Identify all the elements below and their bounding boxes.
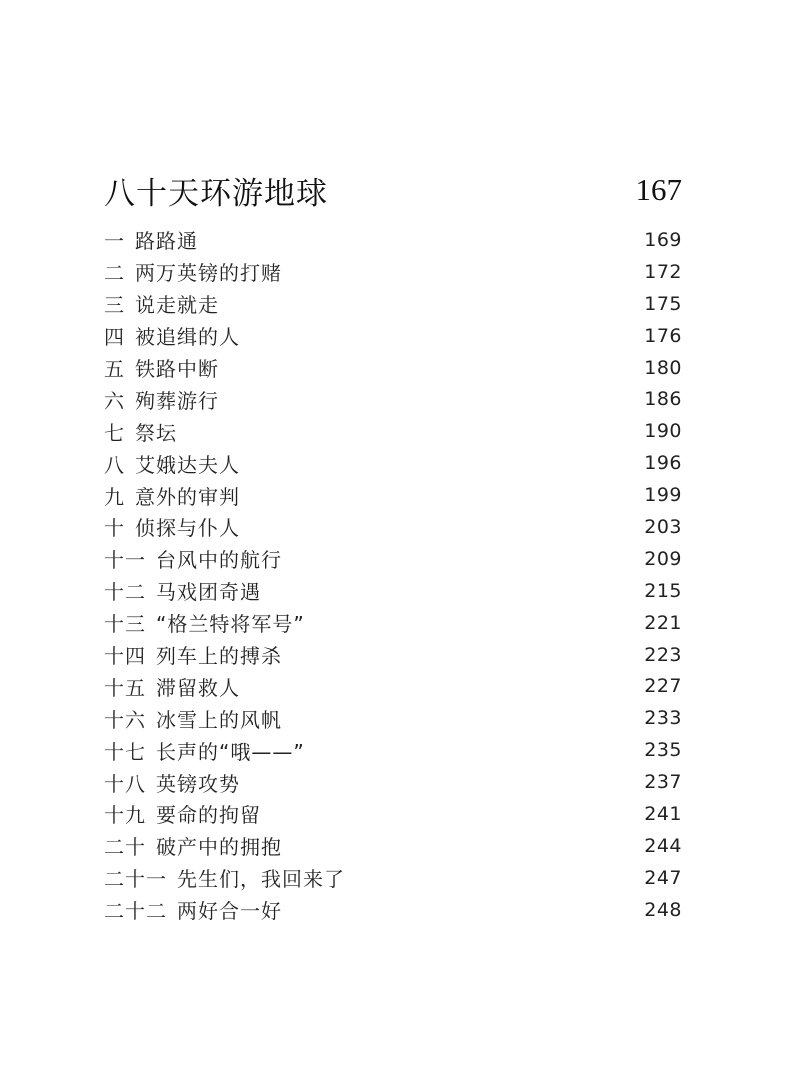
chapter-number: 七 xyxy=(104,420,125,445)
chapter-number: 二十二 xyxy=(104,899,167,924)
chapter-number: 二十一 xyxy=(104,867,167,892)
chapter-page: 175 xyxy=(644,292,682,315)
chapter-number: 一 xyxy=(104,229,125,254)
toc-entry xyxy=(104,702,682,734)
section-heading xyxy=(104,168,682,212)
toc-entry xyxy=(104,670,682,702)
section-title: 八十天环游地球 xyxy=(104,175,328,212)
chapter-page: 247 xyxy=(644,866,682,889)
chapter-title: “格兰特将军号” xyxy=(156,612,305,637)
chapter-page: 190 xyxy=(644,420,682,443)
toc-entry xyxy=(104,607,682,639)
chapter-number: 十五 xyxy=(104,675,146,700)
chapter-number: 十八 xyxy=(104,771,146,796)
chapter-title: 长声的“哦——” xyxy=(156,739,305,764)
chapter-number: 四 xyxy=(104,325,125,350)
chapter-number: 十七 xyxy=(104,739,146,764)
chapter-page: 233 xyxy=(644,707,682,730)
toc-entry xyxy=(104,862,682,894)
chapter-title: 台风中的航行 xyxy=(156,548,282,573)
chapter-title: 铁路中断 xyxy=(135,357,219,381)
chapter-title: 马戏团奇遇 xyxy=(156,580,261,605)
chapter-page: 244 xyxy=(644,834,682,857)
chapter-number: 三 xyxy=(104,293,125,318)
chapter-title: 破产中的拥抱 xyxy=(156,835,282,860)
chapter-number: 十三 xyxy=(104,612,146,637)
chapter-number: 二 xyxy=(104,261,125,286)
chapter-page: 248 xyxy=(644,898,682,921)
chapter-page: 186 xyxy=(644,388,682,411)
chapter-title: 说走就走 xyxy=(135,293,219,318)
toc-entry xyxy=(104,224,682,256)
chapter-title: 侦探与仆人 xyxy=(135,516,240,541)
toc-entry xyxy=(104,256,682,288)
toc-entry xyxy=(104,575,682,607)
chapter-page: 223 xyxy=(644,643,682,666)
toc-entry xyxy=(104,798,682,830)
chapter-title: 滞留救人 xyxy=(156,675,240,700)
toc-entry xyxy=(104,894,682,926)
chapter-number: 十一 xyxy=(104,548,146,573)
chapter-page: 221 xyxy=(644,611,682,634)
chapter-title: 英镑攻势 xyxy=(156,771,240,796)
chapter-title: 意外的审判 xyxy=(135,484,240,509)
toc-entry xyxy=(104,288,682,320)
chapter-page: 235 xyxy=(644,739,682,762)
chapter-title: 两好合一好 xyxy=(177,899,282,924)
toc-entry xyxy=(104,511,682,543)
toc-entry xyxy=(104,543,682,575)
chapter-title: 殉葬游行 xyxy=(135,388,219,413)
chapter-page: 209 xyxy=(644,547,682,570)
chapter-page: 169 xyxy=(644,228,682,251)
chapter-page: 176 xyxy=(644,324,682,347)
toc-entry xyxy=(104,766,682,798)
chapter-title: 两万英镑的打赌 xyxy=(135,261,282,286)
chapter-title: 艾娥达夫人 xyxy=(135,452,240,477)
chapter-number: 二十 xyxy=(104,835,146,860)
chapter-number: 十四 xyxy=(104,644,146,669)
toc-entry xyxy=(104,352,682,384)
chapter-number: 十九 xyxy=(104,803,146,828)
section-page-number: 167 xyxy=(635,172,682,207)
chapter-page: 237 xyxy=(644,771,682,794)
chapter-title: 祭坛 xyxy=(135,420,177,445)
chapter-number: 十六 xyxy=(104,707,146,732)
chapter-number: 十 xyxy=(104,516,125,541)
chapter-title: 路路通 xyxy=(135,229,198,254)
chapter-page: 172 xyxy=(644,260,682,283)
chapter-page: 199 xyxy=(644,484,682,507)
toc-entry xyxy=(104,383,682,415)
toc-entry xyxy=(104,830,682,862)
chapter-number: 六 xyxy=(104,388,125,413)
table-of-contents xyxy=(104,224,682,926)
chapter-title: 被追缉的人 xyxy=(135,325,240,350)
chapter-title: 列车上的搏杀 xyxy=(156,644,282,669)
chapter-title: 冰雪上的风帆 xyxy=(156,707,282,732)
chapter-page: 215 xyxy=(644,579,682,602)
toc-entry xyxy=(104,447,682,479)
chapter-number: 九 xyxy=(104,484,125,509)
chapter-page: 180 xyxy=(644,356,682,379)
chapter-number: 八 xyxy=(104,452,125,477)
chapter-page: 196 xyxy=(644,452,682,475)
chapter-number: 十二 xyxy=(104,580,146,605)
chapter-title: 先生们，我回来了 xyxy=(177,867,345,892)
toc-entry xyxy=(104,320,682,352)
chapter-number: 五 xyxy=(104,357,125,381)
chapter-title: 要命的拘留 xyxy=(156,803,261,828)
toc-entry xyxy=(104,639,682,671)
chapter-page: 203 xyxy=(644,515,682,538)
toc-entry xyxy=(104,415,682,447)
chapter-page: 227 xyxy=(644,675,682,698)
toc-entry xyxy=(104,734,682,766)
toc-entry xyxy=(104,479,682,511)
chapter-page: 241 xyxy=(644,802,682,825)
